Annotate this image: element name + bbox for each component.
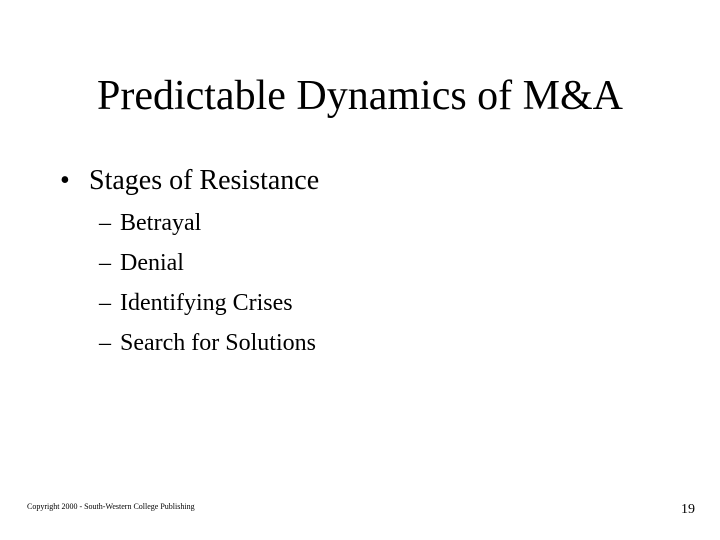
slide-title: Predictable Dynamics of M&A [96, 73, 624, 119]
sub-bullet-text: Denial [120, 250, 184, 276]
page-number: 19 [681, 502, 695, 517]
bullet-marker: • [60, 165, 70, 196]
sub-bullet-marker: – [99, 290, 111, 316]
sub-bullet-text: Search for Solutions [120, 330, 316, 356]
sub-bullet-item [99, 285, 316, 325]
sub-bullet-item [99, 245, 316, 285]
sub-bullet-marker: – [99, 330, 111, 356]
bullet-text: Stages of Resistance [89, 165, 320, 196]
sub-bullet-marker: – [99, 210, 111, 236]
sub-bullet-item [99, 205, 316, 245]
copyright-footer: Copyright 2000 - South-Western College Publishing [27, 502, 195, 511]
sub-bullet-text: Identifying Crises [120, 290, 293, 316]
sub-bullet-list [99, 205, 316, 365]
bullet-stages-of-resistance [60, 163, 319, 199]
sub-bullet-text: Betrayal [120, 210, 202, 236]
sub-bullet-marker: – [99, 250, 111, 276]
sub-bullet-item [99, 325, 316, 365]
